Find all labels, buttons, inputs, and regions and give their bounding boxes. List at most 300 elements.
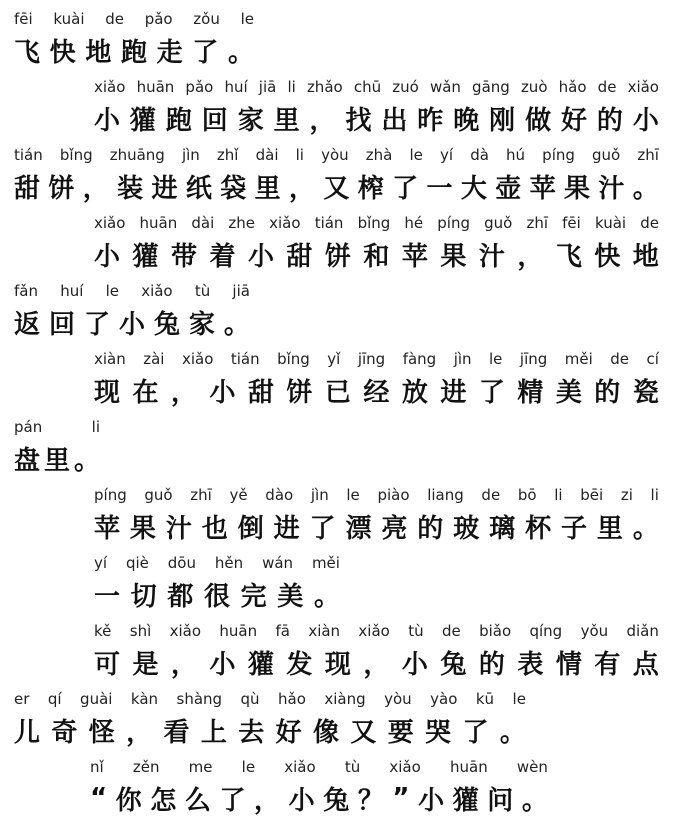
token: 返 <box>14 309 41 340</box>
token: guǒ <box>484 214 513 232</box>
pinyin-row <box>14 686 526 712</box>
token: ， <box>170 377 197 408</box>
token: 大 <box>460 173 487 204</box>
token: dà <box>470 146 489 164</box>
token: 。 <box>632 173 659 204</box>
token: li <box>287 78 296 96</box>
token: zi <box>620 486 633 504</box>
token: 甜 <box>247 377 274 408</box>
token: dōu <box>167 554 196 572</box>
token: 獾 <box>129 105 156 136</box>
token: 都 <box>167 581 194 612</box>
token: 也 <box>201 513 228 544</box>
token: “ <box>90 783 108 813</box>
token: dào <box>265 486 294 504</box>
token: fēi <box>562 214 581 232</box>
token: tián <box>314 214 344 232</box>
token: hé <box>404 214 424 232</box>
token: 进 <box>151 173 178 204</box>
token: 玻 <box>453 513 480 544</box>
token: xiǎo <box>358 622 390 640</box>
token: ， <box>289 173 316 204</box>
token: zǒu <box>193 10 220 28</box>
token: 苹 <box>94 513 121 544</box>
token: 小 <box>94 241 121 272</box>
token: xiǎo <box>94 78 126 96</box>
pinyin-row <box>14 414 100 440</box>
text-line <box>14 6 254 68</box>
token: ” <box>392 783 410 813</box>
token: 了 <box>478 377 505 408</box>
token: 飞 <box>14 37 41 68</box>
token: 快 <box>594 241 621 272</box>
text-line <box>14 278 250 340</box>
token: 小 <box>632 105 659 136</box>
pinyin-row <box>94 74 659 100</box>
token: 小 <box>288 785 315 816</box>
pinyin-row <box>14 142 659 168</box>
token: ， <box>170 649 197 680</box>
token: li <box>295 146 304 164</box>
token: xiǎo <box>284 758 316 776</box>
token: jìn <box>310 486 329 504</box>
hanzi-row <box>94 100 659 136</box>
token: 。 <box>521 785 548 816</box>
token: 了 <box>462 717 489 748</box>
token: 奇 <box>51 717 78 748</box>
token: píng <box>94 486 127 504</box>
text-line <box>94 74 659 136</box>
token: 很 <box>203 581 230 612</box>
token: kuài <box>594 214 627 232</box>
token: yě <box>229 486 248 504</box>
token: le <box>512 690 526 708</box>
token: 小 <box>247 241 274 272</box>
pinyin-row <box>94 618 659 644</box>
token: 倒 <box>237 513 264 544</box>
token: 苹 <box>401 241 428 272</box>
token: le <box>409 146 423 164</box>
token: 可 <box>94 649 121 680</box>
token: 饼 <box>286 377 313 408</box>
text-line <box>94 618 659 680</box>
token: 儿 <box>14 717 41 748</box>
token: jiā <box>258 78 277 96</box>
token: ， <box>309 105 336 136</box>
token: zuò <box>520 78 548 96</box>
token: bǐng <box>59 146 93 164</box>
hanzi-row <box>14 32 254 68</box>
token: 盘 <box>14 445 41 476</box>
token: shàng <box>176 690 223 708</box>
token: er <box>14 690 30 708</box>
token: píng <box>437 214 470 232</box>
token: 。 <box>223 309 250 340</box>
token: 壶 <box>495 173 522 204</box>
token: 走 <box>156 37 183 68</box>
token: le <box>240 10 254 28</box>
token: 纸 <box>185 173 212 204</box>
token: 现 <box>94 377 121 408</box>
token: 表 <box>517 649 544 680</box>
token: liang <box>427 486 464 504</box>
token: 小 <box>209 377 236 408</box>
text-line <box>94 346 659 408</box>
token: 带 <box>170 241 197 272</box>
token: wèn <box>516 758 548 776</box>
token: pán <box>14 418 43 436</box>
token: kū <box>475 690 495 708</box>
token: 里 <box>273 105 300 136</box>
token: 的 <box>594 377 621 408</box>
token: 小 <box>418 785 445 816</box>
token: me <box>188 758 213 776</box>
token: xiàng <box>324 690 366 708</box>
token: ？ <box>357 785 384 816</box>
token: guǒ <box>144 486 173 504</box>
token: de <box>597 78 617 96</box>
token: chū <box>353 78 382 96</box>
hanzi-row <box>90 780 548 816</box>
token: 回 <box>201 105 228 136</box>
token: 你 <box>115 785 142 816</box>
token: jìn <box>181 146 200 164</box>
token: xiǎo <box>141 282 173 300</box>
token: fēi <box>14 10 33 28</box>
token: 么 <box>184 785 211 816</box>
token: 切 <box>130 581 157 612</box>
token: 又 <box>323 173 350 204</box>
pinyin-row <box>94 550 340 576</box>
token: 小 <box>118 309 145 340</box>
token: 情 <box>555 649 582 680</box>
token: 着 <box>209 241 236 272</box>
token: 獾 <box>452 785 479 816</box>
token: wán <box>262 554 294 572</box>
token: yòu <box>384 690 412 708</box>
token: 兔 <box>440 649 467 680</box>
token: 回 <box>48 309 75 340</box>
token: 放 <box>401 377 428 408</box>
hanzi-row <box>14 304 250 340</box>
token: píng <box>542 146 575 164</box>
token: 里 <box>254 173 281 204</box>
text-line <box>90 754 548 816</box>
token: le <box>489 350 503 368</box>
token: nǐ <box>90 758 104 776</box>
token: 。 <box>227 37 254 68</box>
token: zhī <box>190 486 212 504</box>
token: yǐ <box>327 350 341 368</box>
token: 汁 <box>598 173 625 204</box>
token: dài <box>191 214 215 232</box>
token: pǎo <box>144 10 173 28</box>
pinyin-row <box>90 754 548 780</box>
token: 在 <box>132 377 159 408</box>
token: tián <box>14 146 43 164</box>
token: zhà <box>365 146 393 164</box>
token: 找 <box>345 105 372 136</box>
hanzi-row <box>14 712 526 748</box>
token: 獾 <box>247 649 274 680</box>
token: 晚 <box>453 105 480 136</box>
token: 哭 <box>425 717 452 748</box>
token: 的 <box>417 513 444 544</box>
hanzi-row <box>94 508 659 544</box>
token: xiǎo <box>94 214 126 232</box>
hanzi-row <box>14 168 659 204</box>
token: 又 <box>350 717 377 748</box>
token: li <box>650 486 659 504</box>
token: ， <box>254 785 281 816</box>
token: xiàn <box>308 622 341 640</box>
token: cí <box>646 350 659 368</box>
token: hěn <box>214 554 244 572</box>
token: 做 <box>525 105 552 136</box>
token: le <box>346 486 360 504</box>
token: 家 <box>188 309 215 340</box>
token: xiǎo <box>269 214 301 232</box>
token: zhe <box>228 214 256 232</box>
token: diǎn <box>626 622 659 640</box>
token: 美 <box>555 377 582 408</box>
token: yǒu <box>580 622 609 640</box>
token: 和 <box>363 241 390 272</box>
token: 好 <box>560 105 587 136</box>
token: huān <box>219 622 258 640</box>
token: kě <box>94 622 112 640</box>
text-line <box>14 686 526 748</box>
token: 怎 <box>150 785 177 816</box>
token: zhǎo <box>306 78 343 96</box>
hanzi-row <box>94 644 659 680</box>
token: 飞 <box>555 241 582 272</box>
token: 怪 <box>88 717 115 748</box>
token: qiè <box>125 554 149 572</box>
token: 进 <box>440 377 467 408</box>
token: 地 <box>632 241 659 272</box>
token: shì <box>129 622 152 640</box>
token: 汁 <box>165 513 192 544</box>
token: 的 <box>596 105 623 136</box>
token: 饼 <box>324 241 351 272</box>
token: de <box>481 486 501 504</box>
token: yào <box>430 690 458 708</box>
token: 杯 <box>525 513 552 544</box>
token: 小 <box>209 649 236 680</box>
token: zhī <box>526 214 549 232</box>
token: ， <box>517 241 544 272</box>
token: tù <box>344 758 361 776</box>
token: fǎn <box>14 282 38 300</box>
token: huān <box>449 758 488 776</box>
token: 要 <box>387 717 414 748</box>
token: dài <box>255 146 279 164</box>
token: le <box>241 758 256 776</box>
text-line <box>94 210 659 272</box>
token: 像 <box>313 717 340 748</box>
token: jīng <box>357 350 386 368</box>
token: 瓷 <box>632 377 659 408</box>
token: fā <box>275 622 290 640</box>
token: 装 <box>117 173 144 204</box>
token: 跑 <box>165 105 192 136</box>
token: 了 <box>192 37 219 68</box>
token: tián <box>230 350 260 368</box>
token: 地 <box>85 37 112 68</box>
token: 甜 <box>286 241 313 272</box>
token: 果 <box>564 173 591 204</box>
token: 。 <box>313 581 340 612</box>
token: qíng <box>529 622 563 640</box>
token: 是 <box>132 649 159 680</box>
token: 。 <box>499 717 526 748</box>
hanzi-row <box>94 576 340 612</box>
token: de <box>610 350 630 368</box>
token: 上 <box>200 717 227 748</box>
token: 甜 <box>14 173 41 204</box>
token: ， <box>82 173 109 204</box>
token: 昨 <box>417 105 444 136</box>
token: 袋 <box>220 173 247 204</box>
token: 果 <box>440 241 467 272</box>
token: hǎo <box>558 78 587 96</box>
token: tù <box>194 282 211 300</box>
token: kàn <box>130 690 159 708</box>
token: kuài <box>53 10 85 28</box>
token: 有 <box>594 649 621 680</box>
token: 出 <box>381 105 408 136</box>
token: zhī <box>637 146 659 164</box>
token: 。 <box>632 513 659 544</box>
token: 亮 <box>381 513 408 544</box>
token: qí <box>47 690 62 708</box>
text-line <box>14 414 100 476</box>
token: 小 <box>401 649 428 680</box>
hanzi-row <box>94 236 659 272</box>
token: li <box>554 486 563 504</box>
token: 饼 <box>48 173 75 204</box>
token: bǐng <box>357 214 391 232</box>
token: 精 <box>517 377 544 408</box>
token: wǎn <box>429 78 461 96</box>
token: huí <box>224 78 248 96</box>
token: gāng <box>472 78 510 96</box>
token: 獾 <box>132 241 159 272</box>
token: 里 <box>596 513 623 544</box>
token: bō <box>517 486 537 504</box>
token: xiàn <box>94 350 126 368</box>
token: xiǎo <box>181 350 214 368</box>
token: zhǐ <box>216 146 239 164</box>
token: de <box>105 10 124 28</box>
token: yòu <box>321 146 349 164</box>
token: biǎo <box>479 622 512 640</box>
token: 兔 <box>153 309 180 340</box>
token: 果 <box>129 513 156 544</box>
token: huān <box>136 78 175 96</box>
pinyin-row <box>14 6 254 32</box>
token: 已 <box>324 377 351 408</box>
token: měi <box>311 554 340 572</box>
token: 看 <box>163 717 190 748</box>
token: xiǎo <box>627 78 659 96</box>
token: tù <box>408 622 424 640</box>
token: ， <box>126 717 153 748</box>
token: qù <box>240 690 260 708</box>
token: 苹 <box>529 173 556 204</box>
pinyin-row <box>94 482 659 508</box>
token: zěn <box>132 758 160 776</box>
token: 现 <box>324 649 351 680</box>
token: 汁 <box>478 241 505 272</box>
token: yí <box>94 554 108 572</box>
token: piào <box>377 486 410 504</box>
token: 经 <box>363 377 390 408</box>
token: 的 <box>478 649 505 680</box>
token: guài <box>80 690 113 708</box>
token: zuó <box>392 78 419 96</box>
token: fàng <box>402 350 437 368</box>
token: huí <box>60 282 84 300</box>
token: jìn <box>453 350 472 368</box>
pinyin-row <box>94 346 659 372</box>
token: 。 <box>73 445 100 476</box>
token: guǒ <box>592 146 621 164</box>
token: 璃 <box>489 513 516 544</box>
token: 好 <box>275 717 302 748</box>
token: 点 <box>632 649 659 680</box>
token: 了 <box>309 513 336 544</box>
token: 美 <box>277 581 304 612</box>
token: 一 <box>426 173 453 204</box>
token: le <box>105 282 119 300</box>
token: ， <box>363 649 390 680</box>
token: 榨 <box>357 173 384 204</box>
token: 里 <box>43 445 70 476</box>
token: zhuāng <box>109 146 165 164</box>
token: 小 <box>94 105 121 136</box>
hanzi-row <box>94 372 659 408</box>
token: xiǎo <box>169 622 202 640</box>
token: yí <box>440 146 454 164</box>
hanzi-row <box>14 440 100 476</box>
token: 问 <box>487 785 514 816</box>
token: pǎo <box>185 78 214 96</box>
token: 刚 <box>489 105 516 136</box>
token: 了 <box>392 173 419 204</box>
text-line <box>94 482 659 544</box>
token: 家 <box>237 105 264 136</box>
token: hú <box>506 146 526 164</box>
text-line <box>14 142 659 204</box>
token: 完 <box>240 581 267 612</box>
token: 子 <box>560 513 587 544</box>
token: 进 <box>273 513 300 544</box>
token: xiǎo <box>389 758 421 776</box>
text-line <box>94 550 340 612</box>
token: 跑 <box>120 37 147 68</box>
pinyin-row <box>14 278 250 304</box>
token: bǐng <box>277 350 310 368</box>
pinyin-row <box>94 210 659 236</box>
token: 了 <box>83 309 110 340</box>
token: jīng <box>519 350 548 368</box>
token: 了 <box>219 785 246 816</box>
token: 一 <box>94 581 121 612</box>
token: měi <box>564 350 593 368</box>
token: 发 <box>286 649 313 680</box>
